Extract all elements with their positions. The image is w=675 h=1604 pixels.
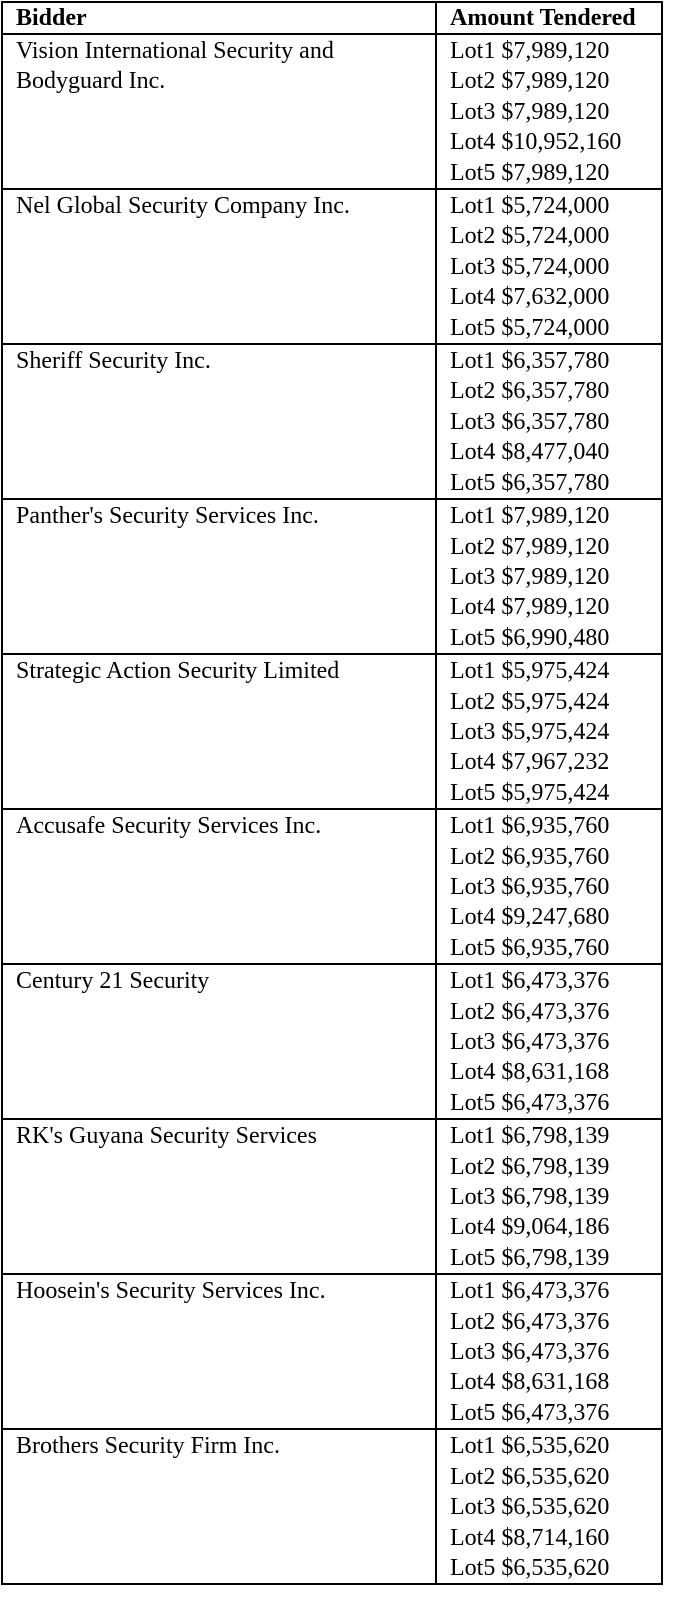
bidder-name: Century 21 Security — [16, 968, 210, 995]
lot-amount: Lot1 $6,473,376 — [450, 1278, 610, 1305]
lot-amount: Lot5 $6,357,780 — [450, 469, 610, 496]
bidder-name: RK's Guyana Security Services — [16, 1123, 317, 1150]
lot-amount: Lot4 $9,064,186 — [450, 1214, 610, 1241]
amount-cell — [436, 964, 662, 1119]
bidder-cell — [2, 809, 436, 964]
bidder-cell — [2, 964, 436, 1119]
table-row — [2, 344, 662, 499]
amount-cell — [436, 34, 662, 189]
bidder-cell — [2, 1119, 436, 1274]
lot-amount: Lot4 $8,714,160 — [450, 1524, 610, 1551]
lot-amount: Lot5 $5,724,000 — [450, 314, 610, 341]
lot-amount: Lot1 $6,798,139 — [450, 1123, 610, 1150]
lot-amount: Lot2 $7,989,120 — [450, 533, 610, 560]
lot-amount: Lot4 $7,632,000 — [450, 284, 610, 311]
lot-amount: Lot2 $6,798,139 — [450, 1153, 610, 1180]
amount-cell — [436, 1429, 662, 1584]
lot-amount: Lot5 $6,473,376 — [450, 1089, 610, 1116]
bids-table — [1, 1, 663, 1585]
table-row — [2, 654, 662, 809]
bidder-name: Brothers Security Firm Inc. — [16, 1433, 280, 1460]
lot-amount: Lot5 $7,989,120 — [450, 159, 610, 186]
table-row — [2, 809, 662, 964]
table-row — [2, 1429, 662, 1584]
table-row — [2, 499, 662, 654]
bidder-cell — [2, 499, 436, 654]
lot-amount: Lot3 $6,535,620 — [450, 1494, 610, 1521]
lot-amount: Lot1 $5,975,424 — [450, 658, 610, 685]
amount-cell — [436, 344, 662, 499]
lot-amount: Lot3 $7,989,120 — [450, 563, 610, 590]
lot-amount: Lot4 $7,967,232 — [450, 749, 610, 776]
lot-amount: Lot3 $5,975,424 — [450, 718, 610, 745]
amount-cell — [436, 654, 662, 809]
bidder-name: Nel Global Security Company Inc. — [16, 193, 350, 220]
amount-cell — [436, 499, 662, 654]
bidder-cell — [2, 654, 436, 809]
lot-amount: Lot3 $6,798,139 — [450, 1184, 610, 1211]
lot-amount: Lot4 $8,631,168 — [450, 1369, 610, 1396]
lot-amount: Lot2 $5,724,000 — [450, 223, 610, 250]
amount-column-header: Amount Tendered — [436, 2, 662, 34]
lot-amount: Lot2 $6,473,376 — [450, 998, 610, 1025]
lot-amount: Lot2 $6,357,780 — [450, 378, 610, 405]
table-row — [2, 964, 662, 1119]
lot-amount: Lot5 $6,935,760 — [450, 934, 610, 961]
lot-amount: Lot4 $9,247,680 — [450, 904, 610, 931]
lot-amount: Lot2 $7,989,120 — [450, 68, 610, 95]
table-row — [2, 1119, 662, 1274]
bidder-name: Accusafe Security Services Inc. — [16, 813, 322, 840]
lot-amount: Lot4 $10,952,160 — [450, 129, 622, 156]
lot-amount: Lot5 $6,535,620 — [450, 1554, 610, 1581]
lot-amount: Lot2 $5,975,424 — [450, 688, 610, 715]
lot-amount: Lot3 $6,935,760 — [450, 873, 610, 900]
lot-amount: Lot3 $6,357,780 — [450, 408, 610, 435]
bidder-cell — [2, 189, 436, 344]
lot-amount: Lot4 $8,631,168 — [450, 1059, 610, 1086]
lot-amount: Lot4 $7,989,120 — [450, 594, 610, 621]
lot-amount: Lot5 $6,473,376 — [450, 1399, 610, 1426]
amount-cell — [436, 809, 662, 964]
bidder-cell — [2, 1429, 436, 1584]
lot-amount: Lot3 $7,989,120 — [450, 98, 610, 125]
lot-amount: Lot1 $6,535,620 — [450, 1433, 610, 1460]
lot-amount: Lot3 $5,724,000 — [450, 253, 610, 280]
lot-amount: Lot1 $7,989,120 — [450, 503, 610, 530]
amount-cell — [436, 189, 662, 344]
bidder-column-header: Bidder — [2, 2, 436, 34]
lot-amount: Lot1 $6,357,780 — [450, 348, 610, 375]
table-body — [2, 34, 662, 1584]
lot-amount: Lot1 $6,473,376 — [450, 968, 610, 995]
amount-cell — [436, 1274, 662, 1429]
lot-amount: Lot5 $6,798,139 — [450, 1244, 610, 1271]
bidder-name: Strategic Action Security Limited — [16, 658, 340, 685]
amount-cell — [436, 1119, 662, 1274]
bidder-name: Vision International Security and Bodyguard Inc. — [16, 38, 334, 95]
bidder-cell — [2, 34, 436, 189]
lot-amount: Lot2 $6,535,620 — [450, 1463, 610, 1490]
table-row — [2, 34, 662, 189]
lot-amount: Lot2 $6,473,376 — [450, 1308, 610, 1335]
lot-amount: Lot5 $6,990,480 — [450, 624, 610, 651]
lot-amount: Lot1 $5,724,000 — [450, 193, 610, 220]
lot-amount: Lot4 $8,477,040 — [450, 439, 610, 466]
bidder-name: Sheriff Security Inc. — [16, 348, 211, 375]
lot-amount: Lot1 $7,989,120 — [450, 38, 610, 64]
lot-amount: Lot5 $5,975,424 — [450, 779, 610, 806]
bidder-name: Panther's Security Services Inc. — [16, 503, 319, 530]
bidder-name: Hoosein's Security Services Inc. — [16, 1278, 326, 1305]
lot-amount: Lot1 $6,935,760 — [450, 813, 610, 840]
header-row — [2, 2, 662, 34]
lot-amount: Lot2 $6,935,760 — [450, 843, 610, 870]
lot-amount: Lot3 $6,473,376 — [450, 1029, 610, 1055]
table-row — [2, 189, 662, 344]
bidder-cell — [2, 344, 436, 499]
lot-amount: Lot3 $6,473,376 — [450, 1339, 610, 1366]
bidder-cell — [2, 1274, 436, 1429]
table-row — [2, 1274, 662, 1429]
